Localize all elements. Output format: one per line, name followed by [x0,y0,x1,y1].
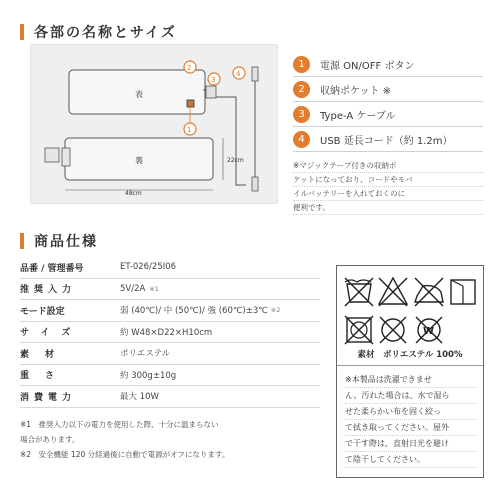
shade-dry-icon [451,280,475,304]
part-number-badge: 1 [293,56,310,73]
spec-table [20,257,320,408]
part-label: 収納ポケット ※ [320,85,392,97]
care-line: で干す際は、直射日光を避け [345,436,477,452]
spec-key: 素材 [20,349,71,360]
spec-key: 消費電力 [20,392,77,403]
spec-value: 弱 (40℃)/ 中 (50℃)/ 強 (60℃)±3℃ [120,306,268,317]
parts-note-line: ケットになっており、コードやモバ [293,173,483,187]
svg-text:W: W [423,326,435,337]
product-diagram [30,44,278,204]
parts-note-line: イルバッテリーを入れておくのに [293,187,483,201]
back-label: 裏 [135,156,143,165]
back-plug [45,148,59,162]
footnote-line: 場合があります。 [20,435,80,444]
no-tumble-dry-icon [345,316,373,344]
spec-note: ※1 [149,284,159,293]
part-row-3 [293,102,483,127]
no-wet-clean-icon [416,317,442,343]
back-pocket [62,148,70,166]
parts-note [293,159,483,215]
usb-plug-top [252,67,258,81]
title-accent-bar [20,24,24,40]
care-line: せた柔らかい布を固く絞っ [345,404,477,420]
part-label: 電源 ON/OFF ボタン [320,60,415,72]
spec-key: モード設定 [20,306,65,317]
height-label: 22cm [227,157,244,164]
spec-value: 5V/2A [120,283,146,294]
spec-row-model [20,257,320,279]
spec-value: ポリエステル [120,349,171,360]
part-number-badge: 2 [293,81,310,98]
spec-key: サイズ [20,328,83,339]
diagram-svg [31,45,279,205]
width-label: 48cm [125,190,142,197]
care-material: 素材 ポリエステル 100% [337,348,483,366]
spec-title-text: 商品仕様 [34,234,98,250]
care-line: ※本製品は洗濯できませ [345,372,477,388]
power-button-shape [187,100,194,107]
spec-row-size [20,322,320,344]
title-accent-bar [20,233,24,249]
footnotes [20,417,320,462]
callout-4-label: 4 [236,70,241,78]
spec-value: 約 W48×D22×H10cm [120,327,213,338]
care-line: ん。汚れた場合は、水で湿ら [345,388,477,404]
care-line: て拭き取ってください。屋外 [345,420,477,436]
part-row-4 [293,127,483,152]
callout-1-label: 1 [187,126,192,134]
extension-cable [229,97,246,185]
spec-row-weight [20,365,320,387]
no-dry-clean-icon [380,317,406,343]
spec-value: 約 300g±10g [120,370,177,381]
part-row-1 [293,52,483,77]
spec-row-mode [20,300,320,322]
parts-section-title [20,22,177,42]
part-number-badge: 4 [293,131,310,148]
spec-key: 品番 / 管理番号 [20,263,84,274]
parts-note-line: 便利です。 [293,201,483,215]
no-bleach-icon [379,278,407,306]
part-label: USB 延長コード（約 1.2m） [320,135,453,147]
part-row-2 [293,77,483,102]
care-icons [343,272,479,352]
part-number-badge: 3 [293,106,310,123]
parts-title-text: 各部の名称とサイズ [34,25,177,41]
spec-note: ※2 [270,306,281,315]
spec-row-input [20,279,320,301]
spec-row-power [20,386,320,408]
spec-value: ET-026/25I06 [120,262,177,273]
callout-3-label: 3 [211,76,216,84]
care-line: て陰干してください。 [345,452,477,468]
parts-note-line: ※マジックテープ付きの収納ポ [293,159,483,173]
spec-value: 最大 10W [120,392,159,403]
no-iron-icon [415,278,443,306]
parts-list [293,52,483,215]
footnote-line: ※2 安全機能 120 分経過後に自動で電源がオフになります。 [20,450,230,459]
callout-2-label: 2 [187,64,192,72]
footnote-line: ※1 推奨入力以下の電力を使用した際、十分に温まらない [20,420,219,429]
part-label: Type-A ケーブル [320,110,396,122]
type-a-plug [206,86,216,98]
care-label-box [336,265,484,478]
spec-row-material [20,343,320,365]
no-wash-icon [345,278,373,306]
spec-key: 重さ [20,371,71,382]
usb-plug-bottom [252,177,258,191]
care-instructions [345,372,477,468]
spec-key: 推奨入力 [20,285,77,296]
spec-section-title [20,231,98,251]
front-label: 表 [135,90,143,99]
